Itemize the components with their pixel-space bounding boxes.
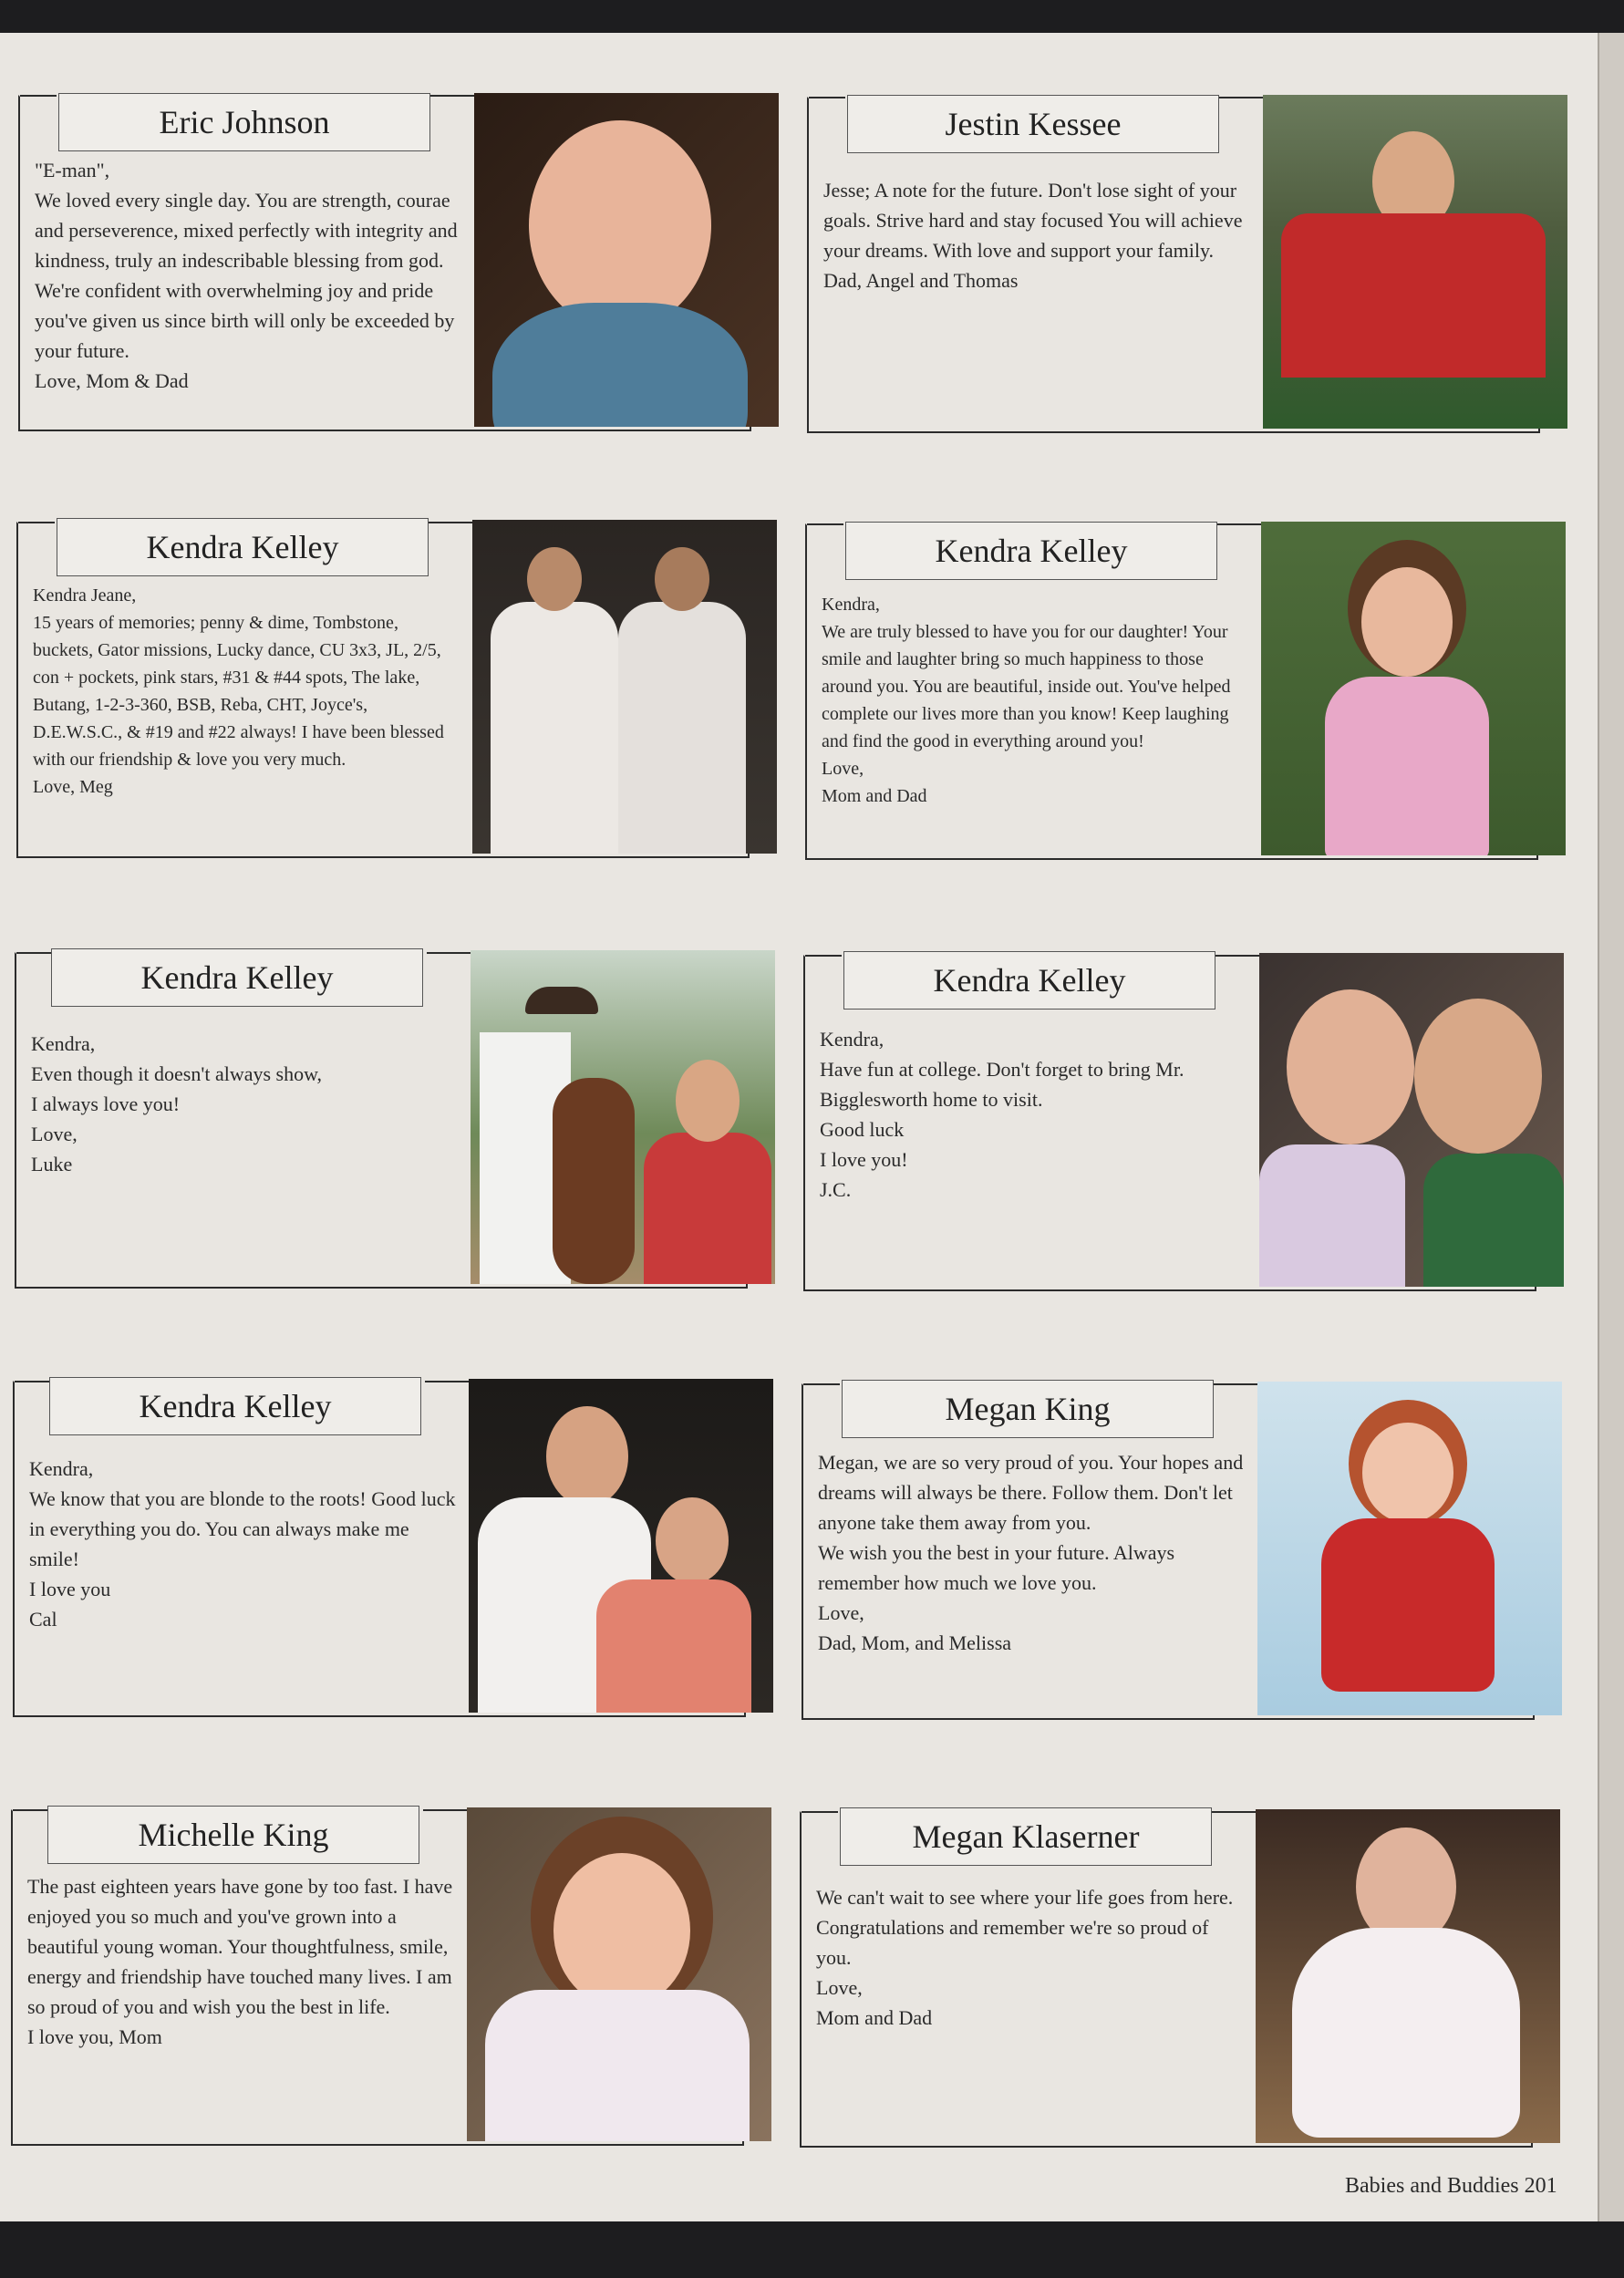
tribute-kendra-kelley-parents bbox=[805, 502, 1571, 866]
tribute-name: Kendra Kelley bbox=[51, 948, 423, 1007]
page-footer bbox=[1345, 2174, 1557, 2199]
tribute-name: Megan King bbox=[842, 1380, 1214, 1438]
baby-dress-photo bbox=[1256, 1809, 1560, 2143]
tribute-kendra-kelley-luke bbox=[15, 930, 781, 1295]
little-girl-photo bbox=[1261, 522, 1566, 855]
toddler-pool-photo bbox=[1257, 1382, 1562, 1715]
tribute-message: Jesse; A note for the future. Don't lose sight of your goals. Strive hard and stay focused You will achieve your dreams. With love and support your family. Dad, Angel and Thomas bbox=[823, 179, 1243, 292]
tribute-message: The past eighteen years have gone by too fast. I have enjoyed you so much and you've grown into a beautiful young woman. Your thoughtfulness, smile, energy and friendship have touched many lives. I am so proud of you and wish you the best in life. I love you, Mom bbox=[27, 1875, 453, 2048]
baby-photo bbox=[474, 93, 779, 427]
tribute-message: Megan, we are so very proud of you. Your hopes and dreams will always be there. Follow them. Don't let anyone take them away from you. We wish you the best in your future. Always remember how much we love you. Love, Dad, Mom, and Melissa bbox=[818, 1451, 1244, 1654]
tribute-kendra-kelley-cal bbox=[13, 1359, 779, 1724]
tribute-message: "E-man", We loved every single day. You are strength, courae and perseverence, mixed perfectly with integrity and kindness, truly an indescribable blessing from god. We're confident with overwhelming joy and pride you've given us since birth will only be exceeded by your future. Love, Mom & Dad bbox=[35, 159, 458, 392]
tribute-megan-klaserner bbox=[800, 1789, 1566, 2154]
tribute-message: Kendra, Have fun at college. Don't forget to bring Mr. Bigglesworth home to visit. Good luck I love you! J.C. bbox=[820, 1028, 1184, 1201]
tribute-name: Kendra Kelley bbox=[845, 522, 1217, 580]
tribute-name: Eric Johnson bbox=[58, 93, 430, 151]
tribute-message: We can't wait to see where your life goes from here. Congratulations and remember we're so proud of you. Love, Mom and Dad bbox=[816, 1886, 1234, 2029]
footer-section: Babies and Buddies bbox=[1345, 2174, 1519, 2198]
tribute-name: Kendra Kelley bbox=[57, 518, 429, 576]
footer-page-number: 201 bbox=[1524, 2174, 1557, 2198]
softball-friends-photo bbox=[472, 520, 777, 854]
tribute-jestin-kessee bbox=[807, 75, 1573, 440]
tribute-name: Megan Klaserner bbox=[840, 1807, 1212, 1866]
tribute-message: Kendra, We know that you are blonde to the roots! Good luck in everything you do. You can always make me smile! I love you Cal bbox=[29, 1457, 456, 1631]
tribute-name: Jestin Kessee bbox=[847, 95, 1219, 153]
tribute-megan-king bbox=[802, 1362, 1567, 1726]
smiling-girl-photo bbox=[467, 1807, 771, 2141]
tribute-name: Michelle King bbox=[47, 1806, 419, 1864]
tribute-eric-johnson bbox=[18, 73, 784, 438]
friends-photo bbox=[469, 1379, 773, 1713]
tribute-message: Kendra, We are truly blessed to have you for our daughter! Your smile and laughter bring so much happiness to those around you. You are beautiful, inside out. You've helped complete our lives more than you know! Keep laughing and find the good in everything around you! Love, Mom and Dad bbox=[822, 595, 1231, 806]
page-spine bbox=[1598, 33, 1624, 2221]
tribute-message: Kendra Jeane, 15 years of memories; penny & dime, Tombstone, buckets, Gator missions, Lucky dance, CU 3x3, JL, 2/5, con + pockets, pink stars, #31 & #44 spots, The lake, Butang, 1-2-3-360, BSB, Reba, CHT, Joyce's, D.E.W.S.C., & #19 and #22 always! I have been blessed with our friendship & love you very much. Love, Meg bbox=[33, 585, 444, 797]
tribute-name: Kendra Kelley bbox=[49, 1377, 421, 1435]
football-player-photo bbox=[1263, 95, 1567, 429]
tribute-michelle-king bbox=[11, 1787, 777, 2152]
tribute-name: Kendra Kelley bbox=[843, 951, 1215, 1010]
tribute-kendra-kelley-jc bbox=[803, 933, 1569, 1298]
horse-photo bbox=[471, 950, 775, 1284]
tribute-kendra-kelley-meg bbox=[16, 500, 782, 865]
tribute-message: Kendra, Even though it doesn't always show, I always love you! Love, Luke bbox=[31, 1032, 323, 1175]
kids-kiss-photo bbox=[1259, 953, 1564, 1287]
